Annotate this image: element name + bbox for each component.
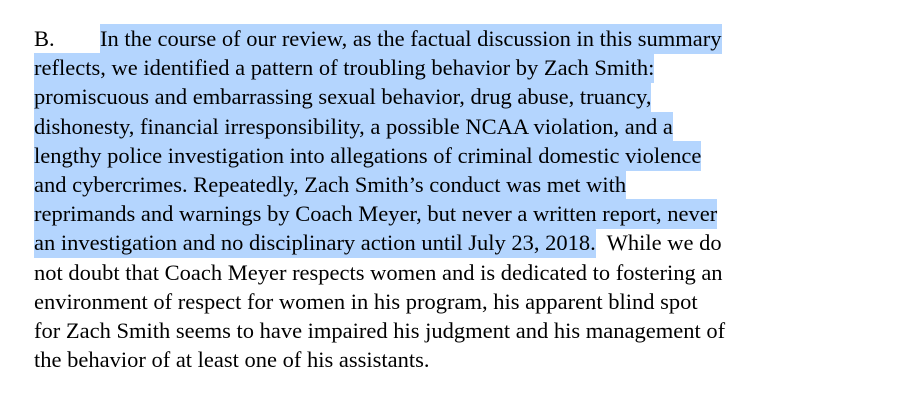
paragraph-line-10	[34, 287, 864, 316]
plain-text[interactable]: for Zach Smith seems to have impaired his judgment and his management of	[34, 317, 726, 343]
highlighted-text[interactable]: lengthy police investigation into allegations of criminal domestic violence	[34, 141, 701, 171]
plain-text[interactable]: the behavior of at least one of his assistants.	[34, 347, 430, 373]
plain-text[interactable]: While we do	[595, 230, 722, 256]
highlighted-text[interactable]: and cybercrimes. Repeatedly, Zach Smith’s conduct was met with	[34, 170, 626, 200]
highlighted-text[interactable]: dishonesty, financial irresponsibility, a possible NCAA violation, and a	[34, 112, 673, 142]
paragraph-line-3	[34, 82, 864, 111]
paragraph-line-4	[34, 112, 864, 141]
plain-text[interactable]: environment of respect for women in his program, his apparent blind spot	[34, 288, 698, 314]
highlighted-text[interactable]: promiscuous and embarrassing sexual behavior, drug abuse, truancy,	[34, 82, 651, 112]
highlighted-text[interactable]: reflects, we identified a pattern of troubling behavior by Zach Smith:	[34, 53, 654, 83]
section-label: B.	[34, 26, 55, 51]
highlighted-text[interactable]: an investigation and no disciplinary action until July 23, 2018.	[34, 228, 596, 258]
paragraph-line-11	[34, 316, 864, 345]
highlighted-text[interactable]: reprimands and warnings by Coach Meyer, but never a written report, never	[34, 199, 717, 229]
highlighted-text[interactable]: In the course of our review, as the factual discussion in this summary	[100, 24, 722, 54]
paragraph-line-8	[34, 228, 864, 257]
paragraph-line-1	[34, 24, 864, 53]
paragraph-line-9	[34, 258, 864, 287]
paragraph-line-6	[34, 170, 864, 199]
paragraph-line-5	[34, 141, 864, 170]
paragraph-line-2	[34, 53, 864, 82]
paragraph-line-7	[34, 199, 864, 228]
plain-text[interactable]: not doubt that Coach Meyer respects women and is dedicated to fostering an	[34, 259, 723, 285]
paragraph-line-12	[34, 345, 864, 374]
document-paragraph	[34, 24, 864, 374]
